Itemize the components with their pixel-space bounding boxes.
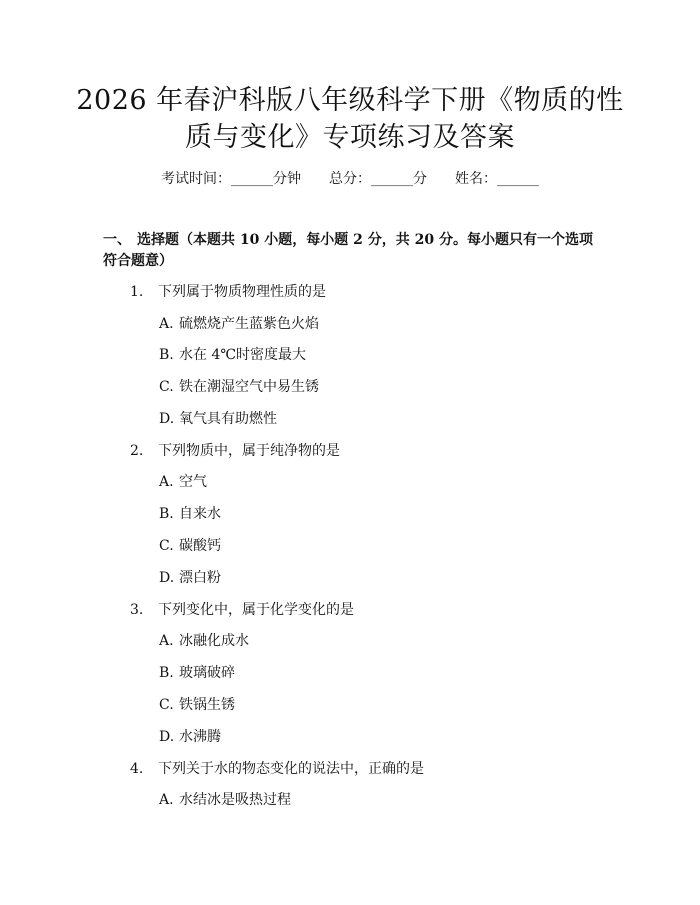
question-text: 下列属于物质物理性质的是 xyxy=(158,284,326,300)
option-letter: D. xyxy=(159,729,175,745)
question-text: 下列物质中，属于纯净物的是 xyxy=(158,443,340,459)
document-title-line-1: 2026 年春沪科版八年级科学下册《物质的性 xyxy=(76,85,624,116)
option-letter: C. xyxy=(159,697,174,713)
question-3-option-a xyxy=(159,632,249,650)
question-2-option-b xyxy=(159,505,221,523)
total-score-field: 总分：______分 xyxy=(329,171,427,187)
option-text: 碳酸钙 xyxy=(179,538,221,554)
question-text: 下列关于水的物态变化的说法中，正确的是 xyxy=(158,761,424,777)
option-letter: D. xyxy=(159,570,175,586)
question-3 xyxy=(130,601,354,619)
question-1-option-b xyxy=(159,346,306,364)
option-text: 水结冰是吸热过程 xyxy=(179,792,291,808)
option-letter: D. xyxy=(159,411,175,427)
option-text: 空气 xyxy=(179,474,207,490)
option-letter: B. xyxy=(159,506,174,522)
option-letter: B. xyxy=(159,347,174,363)
section-number: 一、 xyxy=(103,232,131,248)
question-text: 下列变化中，属于化学变化的是 xyxy=(158,602,354,618)
question-1-option-a xyxy=(159,315,319,333)
option-text: 漂白粉 xyxy=(179,570,221,586)
section-header xyxy=(103,230,603,272)
exam-time-field: 考试时间：______分钟 xyxy=(161,171,301,187)
question-number: 1. xyxy=(130,284,144,300)
question-2-option-d xyxy=(159,569,221,587)
student-name-field: 姓名：______ xyxy=(455,171,539,187)
option-letter: B. xyxy=(159,665,174,681)
question-number: 3. xyxy=(130,602,144,618)
question-2 xyxy=(130,442,340,460)
question-2-option-a xyxy=(159,473,207,491)
exam-info-row xyxy=(0,170,700,188)
option-text: 硫燃烧产生蓝紫色火焰 xyxy=(179,316,319,332)
question-3-option-b xyxy=(159,664,235,682)
question-1 xyxy=(130,283,326,301)
option-text: 玻璃破碎 xyxy=(179,665,235,681)
option-letter: A. xyxy=(159,316,174,332)
option-letter: C. xyxy=(159,379,174,395)
question-4 xyxy=(130,760,424,778)
option-text: 冰融化成水 xyxy=(179,633,249,649)
question-1-option-c xyxy=(159,378,319,396)
option-text: 水在 4℃时密度最大 xyxy=(179,347,307,363)
option-text: 铁锅生锈 xyxy=(179,697,235,713)
question-3-option-c xyxy=(159,696,235,714)
question-4-option-a xyxy=(159,791,291,809)
question-number: 4. xyxy=(130,761,144,777)
option-text: 铁在潮湿空气中易生锈 xyxy=(179,379,319,395)
option-text: 水沸腾 xyxy=(179,729,221,745)
question-3-option-d xyxy=(159,728,221,746)
question-1-option-d xyxy=(159,410,277,428)
option-letter: A. xyxy=(159,633,174,649)
section-instructions: 选择题（本题共 10 小题，每小题 2 分，共 20 分。每小题只有一个选项符合题意） xyxy=(103,232,593,269)
option-letter: A. xyxy=(159,474,174,490)
question-2-option-c xyxy=(159,537,221,555)
question-number: 2. xyxy=(130,443,144,459)
option-text: 氧气具有助燃性 xyxy=(179,411,277,427)
document-title-line-2: 质与变化》专项练习及答案 xyxy=(185,122,515,153)
option-letter: C. xyxy=(159,538,174,554)
option-text: 自来水 xyxy=(179,506,221,522)
option-letter: A. xyxy=(159,792,174,808)
